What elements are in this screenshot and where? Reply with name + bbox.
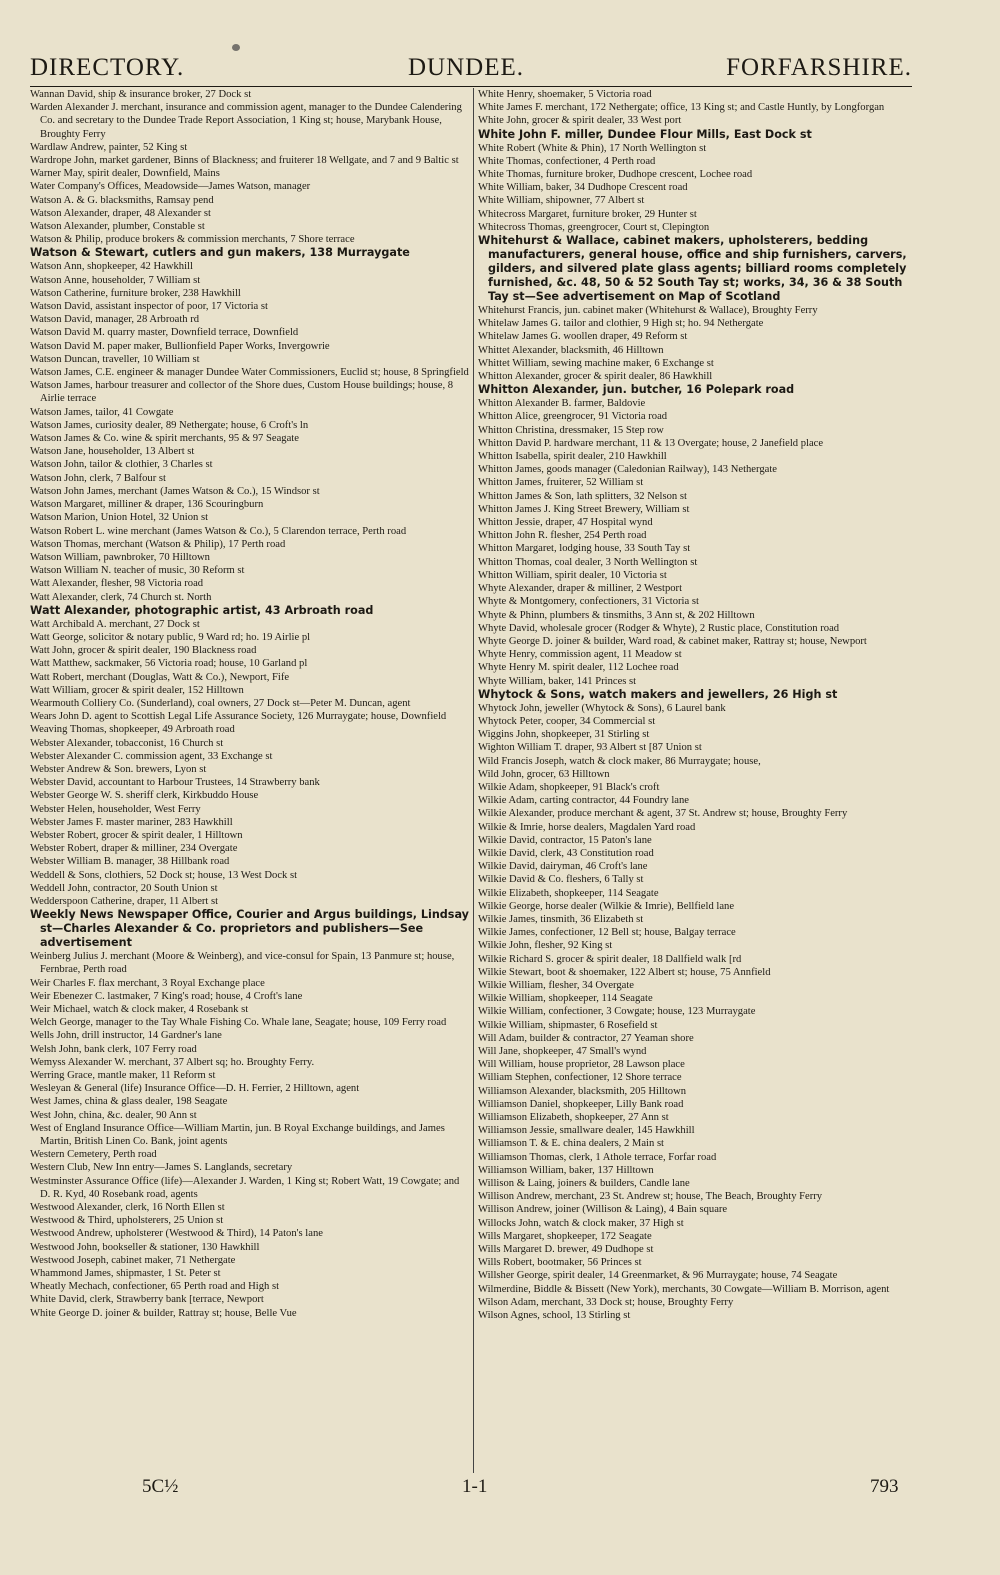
directory-entry: White Thomas, furniture broker, Dudhope crescent, Lochee road (478, 169, 753, 181)
directory-entry: Watson Alexander, draper, 48 Alexander st (30, 207, 211, 219)
directory-entry: Webster George W. S. sheriff clerk, Kirkbuddo House (30, 790, 259, 802)
directory-entry: Watt John, grocer & spirit dealer, 190 Blackness road (30, 645, 257, 657)
directory-entry: Wells John, drill instructor, 14 Gardner's lane (30, 1030, 222, 1042)
header-center-title: DUNDEE. (408, 54, 525, 81)
directory-entry: Weddell John, contractor, 20 South Union st (30, 882, 218, 894)
directory-entry: Whyte William, baker, 141 Princes st (478, 675, 637, 687)
directory-entry: Wilkie William, flesher, 34 Overgate (478, 979, 635, 991)
directory-entry: Wilkie James, tinsmith, 36 Elizabeth st (478, 913, 644, 925)
directory-entry: White Thomas, confectioner, 4 Perth road (478, 155, 656, 167)
directory-entry: Webster James F. master mariner, 283 Hawkhill (30, 816, 233, 828)
directory-entry: Wilkie Adam, carting contractor, 44 Foundry lane (478, 795, 689, 807)
directory-entry: Watson James & Co. wine & spirit merchants, 95 & 97 Seagate (30, 433, 299, 445)
directory-entry: White William, shipowner, 77 Albert st (478, 195, 645, 207)
directory-entry: Watson & Philip, produce brokers & commission merchants, 7 Shore terrace (30, 234, 355, 246)
directory-entry: Westwood Andrew, upholsterer (Westwood & Third), 14 Paton's lane (30, 1228, 323, 1240)
directory-entry: Webster Helen, householder, West Ferry (30, 803, 201, 815)
directory-entry: Wills Margaret, shopkeeper, 172 Seagate (478, 1230, 652, 1242)
directory-entry: Webster Alexander, tobacconist, 16 Church st (30, 737, 224, 749)
directory-entry: Williamson T. & E. china dealers, 2 Main st (478, 1138, 665, 1150)
right-column (473, 88, 916, 1473)
directory-entry: Wilkie George, horse dealer (Wilkie & Imrie), Bellfield lane (478, 900, 735, 912)
directory-entry: Williamson Jessie, smallware dealer, 145 Hawkhill (478, 1125, 695, 1137)
directory-entry: Western Cemetery, Perth road (30, 1149, 157, 1161)
directory-entry: Wardrope John, market gardener, Binns of Blackness; and fruiterer 18 Wellgate, and 7 and 9 Baltic st (30, 155, 459, 167)
directory-entry: Whammond James, shipmaster, 1 St. Peter st (30, 1268, 221, 1280)
directory-entry: Williamson William, baker, 137 Hilltown (478, 1164, 654, 1176)
directory-entry: Whittet William, sewing machine maker, 6 Exchange st (478, 357, 714, 369)
directory-entry: Weir Charles F. flax merchant, 3 Royal Exchange place (30, 977, 265, 989)
directory-entry: Weddell & Sons, clothiers, 52 Dock st; house, 13 West Dock st (30, 869, 298, 881)
directory-entry: Wills Margaret D. brewer, 49 Dudhope st (478, 1244, 654, 1256)
directory-entry: Will William, house proprietor, 28 Lawson place (478, 1059, 685, 1071)
directory-entry: Watson A. & G. blacksmiths, Ramsay pend (30, 194, 214, 206)
directory-entry: Whyte Henry M. spirit dealer, 112 Lochee road (478, 662, 679, 674)
directory-entry: Watson Catherine, furniture broker, 238 Hawkhill (30, 287, 241, 299)
directory-entry: Watson Ann, shopkeeper, 42 Hawkhill (30, 261, 193, 273)
directory-entry: Wilkie Elizabeth, shopkeeper, 114 Seagate (478, 887, 659, 899)
directory-entry: West of England Insurance Office—William Martin, jun. B Royal Exchange buildings, and James Martin, British Linen Co. Bank, joint agents (30, 1122, 445, 1148)
directory-entry: Wesleyan & General (life) Insurance Office—D. H. Ferrier, 2 Hilltown, agent (30, 1083, 360, 1095)
directory-entry: Weaving Thomas, shopkeeper, 49 Arbroath road (30, 724, 235, 736)
directory-entry: Williamson Elizabeth, shopkeeper, 27 Ann st (478, 1112, 669, 1124)
directory-entry: Westwood John, bookseller & stationer, 130 Hawkhill (30, 1241, 260, 1253)
directory-entry: Wilkie William, confectioner, 3 Cowgate; house, 123 Murraygate (478, 1006, 756, 1018)
directory-entry: Whitton Isabella, spirit dealer, 210 Hawkhill (478, 451, 667, 463)
directory-entry: Weekly News Newspaper Office, Courier and Argus buildings, Lindsay st—Charles Alexander & Co. proprietors and publishers—See advertisement (30, 908, 469, 950)
directory-entry: Watt Alexander, clerk, 74 Church st. North (30, 591, 212, 603)
left-column (30, 88, 471, 1473)
directory-entry: Willison Andrew, joiner (Willison & Laing), 4 Bain square (478, 1204, 728, 1216)
directory-entry: William Stephen, confectioner, 12 Shore terrace (478, 1072, 682, 1084)
footer-sheet-mark: 1-1 (462, 1476, 488, 1497)
directory-entry: Willsher George, spirit dealer, 14 Greenmarket, & 96 Murraygate; house, 74 Seagate (478, 1270, 838, 1282)
directory-entry: Weir Ebenezer C. lastmaker, 7 King's road; house, 4 Croft's lane (30, 990, 303, 1002)
directory-entry: Watt William, grocer & spirit dealer, 152 Hilltown (30, 684, 244, 696)
directory-entry: Westminster Assurance Office (life)—Alexander J. Warden, 1 King st; Robert Watt, 19 Cowgate; and D. R. Kyd, 40 Rosebank road, agents (30, 1175, 460, 1200)
directory-entry: Whytock & Sons, watch makers and jewellers, 26 High st (478, 687, 838, 701)
directory-entry: Weir Michael, watch & clock maker, 4 Rosebank st (30, 1004, 249, 1015)
directory-entry: Webster Robert, grocer & spirit dealer, 1 Hilltown (30, 829, 243, 841)
directory-entry: Whitton Alexander B. farmer, Baldovie (478, 398, 646, 410)
directory-entry: Watt George, solicitor & notary public, 9 Ward rd; ho. 19 Airlie pl (30, 631, 311, 643)
directory-entry: Whitton Jessie, draper, 47 Hospital wynd (478, 517, 653, 529)
directory-entry: Whitton James J. King Street Brewery, William st (478, 503, 690, 515)
directory-entry: White James F. merchant, 172 Nethergate; office, 13 King st; and Castle Huntly, by Longforgan (478, 102, 885, 114)
directory-entry: Watson Marion, Union Hotel, 32 Union st (30, 512, 209, 524)
directory-entry: Wild Francis Joseph, watch & clock maker, 86 Murraygate; house, (478, 755, 761, 767)
directory-entry: Whitelaw James G. tailor and clothier, 9 High st; ho. 94 Nethergate (478, 318, 764, 330)
directory-entry: Watson James, tailor, 41 Cowgate (30, 406, 174, 418)
directory-entry: Webster William B. manager, 38 Hillbank road (30, 856, 230, 868)
directory-entry: Wannan David, ship & insurance broker, 27 Dock st (30, 89, 252, 100)
directory-entry: Whitton James & Son, lath splitters, 32 Nelson st (478, 490, 687, 502)
directory-entry: Watson James, harbour treasurer and collector of the Shore dues, Custom House buildings; house, 8 Airlie terrace (30, 380, 454, 405)
directory-entry: Whyte & Montgomery, confectioners, 31 Victoria st (478, 596, 699, 608)
directory-entry: Wilkie David & Co. fleshers, 6 Tally st (478, 874, 644, 886)
directory-entry: Whyte George D. joiner & builder, Ward road, & cabinet maker, Rattray st; house, Newport (478, 635, 867, 647)
directory-entry: Watson James, C.E. engineer & manager Dundee Water Commissioners, Euclid st; house, 8 Springfield (30, 367, 469, 379)
directory-entry: Watson David M. quarry master, Downfield terrace, Downfield (30, 327, 299, 339)
directory-entry: Whitton John R. flesher, 254 Perth road (478, 530, 647, 542)
directory-entry: Wilkie Richard S. grocer & spirit dealer, 18 Dallfield walk [rd (478, 953, 742, 965)
directory-entry: Wighton William T. draper, 93 Albert st [87 Union st (478, 742, 702, 754)
directory-entry: White David, clerk, Strawberry bank [terrace, Newport (30, 1294, 264, 1306)
directory-entry: Warden Alexander J. merchant, insurance and commission agent, manager to the Dundee Calendering Co. and secretary to the Dundee Trade Report Association, 1 King st; house, Marybank House, Broughty Ferry (30, 102, 462, 140)
directory-entry: Watson William N. teacher of music, 30 Reform st (30, 565, 245, 577)
directory-entry: Whytock John, jeweller (Whytock & Sons), 6 Laurel bank (478, 702, 726, 714)
directory-entry: Williamson Alexander, blacksmith, 205 Hilltown (478, 1085, 687, 1097)
directory-entry: Webster Andrew & Son. brewers, Lyon st (30, 763, 207, 775)
directory-entry: Watt Matthew, sackmaker, 56 Victoria road; house, 10 Garland pl (30, 658, 308, 670)
header-right-title: FORFARSHIRE. (726, 54, 912, 81)
directory-entry: Wilkie William, shopkeeper, 114 Seagate (478, 993, 653, 1005)
directory-entry: Wilkie Adam, shopkeeper, 91 Black's croft (478, 781, 660, 793)
footer-signature-mark: 5C½ (142, 1476, 179, 1497)
directory-entry: Watt Alexander, flesher, 98 Victoria road (30, 578, 204, 590)
directory-entry: Wilson Adam, merchant, 33 Dock st; house, Broughty Ferry (478, 1296, 734, 1308)
directory-entry: Willocks John, watch & clock maker, 37 High st (478, 1217, 684, 1229)
directory-entry: Werring Grace, mantle maker, 11 Reform st (30, 1070, 216, 1082)
directory-entry: White Henry, shoemaker, 5 Victoria road (478, 89, 652, 100)
directory-entry: Wedderspoon Catherine, draper, 11 Albert st (30, 895, 219, 907)
directory-entry: Whitton William, spirit dealer, 10 Victoria st (478, 569, 667, 581)
page-header (30, 52, 912, 87)
directory-entry: Whytock Peter, cooper, 34 Commercial st (478, 715, 656, 727)
directory-entry: Watson William, pawnbroker, 70 Hilltown (30, 551, 210, 563)
directory-entry: Watson David, manager, 28 Arbroath rd (30, 314, 200, 326)
directory-entry: Warner May, spirit dealer, Downfield, Mains (30, 168, 220, 180)
directory-entry: Watson John James, merchant (James Watson & Co.), 15 Windsor st (30, 485, 320, 497)
directory-entry: Wilkie David, dairyman, 46 Croft's lane (478, 861, 648, 873)
directory-entry: Watson Anne, householder, 7 William st (30, 274, 201, 286)
directory-entry: Watson John, tailor & clothier, 3 Charles st (30, 459, 213, 471)
directory-entry: Watt Archibald A. merchant, 27 Dock st (30, 618, 200, 630)
directory-entry: Wearmouth Colliery Co. (Sunderland), coal owners, 27 Dock st—Peter M. Duncan, agent (30, 697, 411, 709)
directory-entry: Watson James, curiosity dealer, 89 Nethergate; house, 6 Croft's ln (30, 419, 309, 431)
directory-entry: Watson John, clerk, 7 Balfour st (30, 472, 166, 484)
directory-entry: Whitton David P. hardware merchant, 11 & 13 Overgate; house, 2 Janefield place (478, 437, 824, 449)
directory-entry: Willison Andrew, merchant, 23 St. Andrew st; house, The Beach, Broughty Ferry (478, 1191, 823, 1203)
directory-entry: Whitton Thomas, coal dealer, 3 North Wellington st (478, 556, 698, 568)
directory-entry: Whitton Margaret, lodging house, 33 South Tay st (478, 543, 691, 555)
directory-entry: Watson Jane, householder, 13 Albert st (30, 446, 195, 458)
directory-entry: Weinberg Julius J. merchant (Moore & Weinberg), and vice-consul for Spain, 13 Panmure st; house, Fernbrae, Perth road (30, 951, 455, 976)
directory-entry: Whyte David, wholesale grocer (Rodger & Whyte), 2 Rustic place, Constitution road (478, 622, 840, 634)
directory-entry: Water Company's Offices, Meadowside—James Watson, manager (30, 181, 311, 193)
directory-entry: Watson Duncan, traveller, 10 William st (30, 353, 200, 365)
directory-entry: Wiggins John, shopkeeper, 31 Stirling st (478, 729, 650, 741)
directory-entry: Watson David M. paper maker, Bullionfield Paper Works, Invergowrie (30, 340, 330, 352)
directory-entry: Wilkie David, contractor, 15 Paton's lane (478, 834, 652, 846)
directory-entry: Webster Robert, draper & milliner, 234 Overgate (30, 843, 238, 855)
directory-entry: Will Jane, shopkeeper, 47 Small's wynd (478, 1046, 647, 1057)
directory-entry: Wild John, grocer, 63 Hilltown (478, 768, 610, 780)
directory-entry: Watson Thomas, merchant (Watson & Philip), 17 Perth road (30, 538, 286, 550)
directory-entry: Western Club, New Inn entry—James S. Langlands, secretary (30, 1162, 293, 1174)
directory-entry: Wilkie Alexander, produce merchant & agent, 37 St. Andrew st; house, Broughty Ferry (478, 808, 848, 820)
directory-entry: Westwood Alexander, clerk, 16 North Ellen st (30, 1202, 225, 1214)
directory-entry: Wheatly Mechach, confectioner, 65 Perth road and High st (30, 1281, 280, 1293)
directory-entry: Whitton James, fruiterer, 52 William st (478, 477, 644, 489)
directory-entry: Will Adam, builder & contractor, 27 Yeaman shore (478, 1032, 694, 1044)
directory-entry: West James, china & glass dealer, 198 Seagate (30, 1096, 228, 1108)
directory-entry: Webster David, accountant to Harbour Trustees, 14 Strawberry bank (30, 777, 320, 789)
header-left-title: DIRECTORY. (30, 54, 185, 81)
directory-entry: White Robert (White & Phin), 17 North Wellington st (478, 142, 707, 154)
directory-entry: Wilkie David, clerk, 43 Constitution road (478, 847, 654, 859)
directory-entry: Welch George, manager to the Tay Whale Fishing Co. Whale lane, Seagate; house, 109 Ferry road (30, 1017, 447, 1029)
directory-entry: Willison & Laing, joiners & builders, Candle lane (478, 1178, 690, 1190)
directory-entry: Watson David, assistant inspector of poor, 17 Victoria st (30, 301, 268, 313)
directory-entry: Whitecross Thomas, greengrocer, Court st, Clepington (478, 221, 710, 233)
directory-entry: Whitton Alice, greengrocer, 91 Victoria road (478, 411, 668, 423)
directory-entry: Watt Alexander, photographic artist, 43 Arbroath road (30, 603, 374, 617)
directory-entry: White John, grocer & spirit dealer, 33 West port (478, 115, 682, 127)
directory-entry: Whyte Alexander, draper & milliner, 2 Westport (478, 583, 683, 595)
page-number: 793 (870, 1476, 899, 1497)
directory-entry: West John, china, &c. dealer, 90 Ann st (30, 1109, 197, 1121)
directory-entry: Whitton Christina, dressmaker, 15 Step row (478, 424, 664, 436)
directory-entry: Wilkie John, flesher, 92 King st (478, 940, 613, 952)
directory-entry: Wilkie & Imrie, horse dealers, Magdalen Yard road (478, 821, 696, 833)
directory-entry: Whitecross Margaret, furniture broker, 29 Hunter st (478, 208, 697, 220)
directory-entry: Whitton James, goods manager (Caledonian Railway), 143 Nethergate (478, 464, 777, 476)
directory-entry: White John F. miller, Dundee Flour Mills, East Dock st (478, 127, 812, 141)
directory-entry: Whitelaw James G. woollen draper, 49 Reform st (478, 331, 688, 343)
directory-entry: Wilmerdine, Biddle & Bissett (New York), merchants, 30 Cowgate—William B. Morrison, agent (478, 1283, 890, 1295)
directory-entry: Westwood Joseph, cabinet maker, 71 Nethergate (30, 1254, 236, 1266)
directory-entry: White William, baker, 34 Dudhope Crescent road (478, 182, 688, 194)
directory-entry: Wilkie William, shipmaster, 6 Rosefield st (478, 1019, 658, 1031)
directory-entry: Whitton Alexander, grocer & spirit dealer, 86 Hawkhill (478, 371, 713, 383)
directory-entry: Wears John D. agent to Scottish Legal Life Assurance Society, 126 Murraygate; house, Downfield (30, 711, 447, 723)
directory-entry: Wardlaw Andrew, painter, 52 King st (30, 141, 188, 153)
directory-entry: Wilkie James, confectioner, 12 Bell st; house, Balgay terrace (478, 927, 736, 939)
directory-entry: Wilkie Stewart, boot & shoemaker, 122 Albert st; house, 75 Annfield (478, 966, 771, 978)
directory-entry: Wills Robert, bootmaker, 56 Princes st (478, 1257, 642, 1269)
directory-entry: Whittet Alexander, blacksmith, 46 Hilltown (478, 344, 664, 356)
directory-entry: Watson Margaret, milliner & draper, 136 Scouringburn (30, 499, 264, 511)
directory-entry: Westwood & Third, upholsterers, 25 Union st (30, 1215, 224, 1227)
directory-entry: Watson Robert L. wine merchant (James Watson & Co.), 5 Clarendon terrace, Perth road (30, 525, 407, 537)
directory-entry: Whyte & Phinn, plumbers & tinsmiths, 3 Ann st, & 202 Hilltown (478, 609, 755, 621)
directory-entry: Watt Robert, merchant (Douglas, Watt & Co.), Newport, Fife (30, 671, 290, 683)
directory-entry: Welsh John, bank clerk, 107 Ferry road (30, 1043, 197, 1055)
directory-entry: Webster Alexander C. commission agent, 33 Exchange st (30, 750, 273, 762)
directory-entry: Whitehurst Francis, jun. cabinet maker (Whitehurst & Wallace), Broughty Ferry (478, 305, 818, 317)
directory-entry: Whitton Alexander, jun. butcher, 16 Polepark road (478, 383, 795, 397)
directory-entry: Watson & Stewart, cutlers and gun makers, 138 Murraygate (30, 246, 410, 260)
directory-entry: White George D. joiner & builder, Rattray st; house, Belle Vue (30, 1307, 297, 1319)
directory-entry: Williamson Daniel, shopkeeper, Lilly Bank road (478, 1098, 684, 1110)
directory-entry: Whitehurst & Wallace, cabinet makers, upholsterers, bedding manufacturers, general house, office and ship furnishers, carvers, gilders, and silvered plate glass agents; billiard rooms completely furnished, &c. 48, 50 & 52 South Tay st; works, 34, 36 & 38 South Tay st—See advertisement on Map of Scotland (478, 234, 907, 304)
directory-entry: Whyte Henry, commission agent, 11 Meadow st (478, 649, 682, 661)
directory-entry: Williamson Thomas, clerk, 1 Athole terrace, Forfar road (478, 1151, 717, 1163)
directory-entry: Wilson Agnes, school, 13 Stirling st (478, 1310, 631, 1322)
directory-entry: Wemyss Alexander W. merchant, 37 Albert sq; ho. Broughty Ferry. (30, 1056, 315, 1068)
ink-smudge (232, 44, 240, 51)
directory-entry: Watson Alexander, plumber, Constable st (30, 221, 205, 233)
